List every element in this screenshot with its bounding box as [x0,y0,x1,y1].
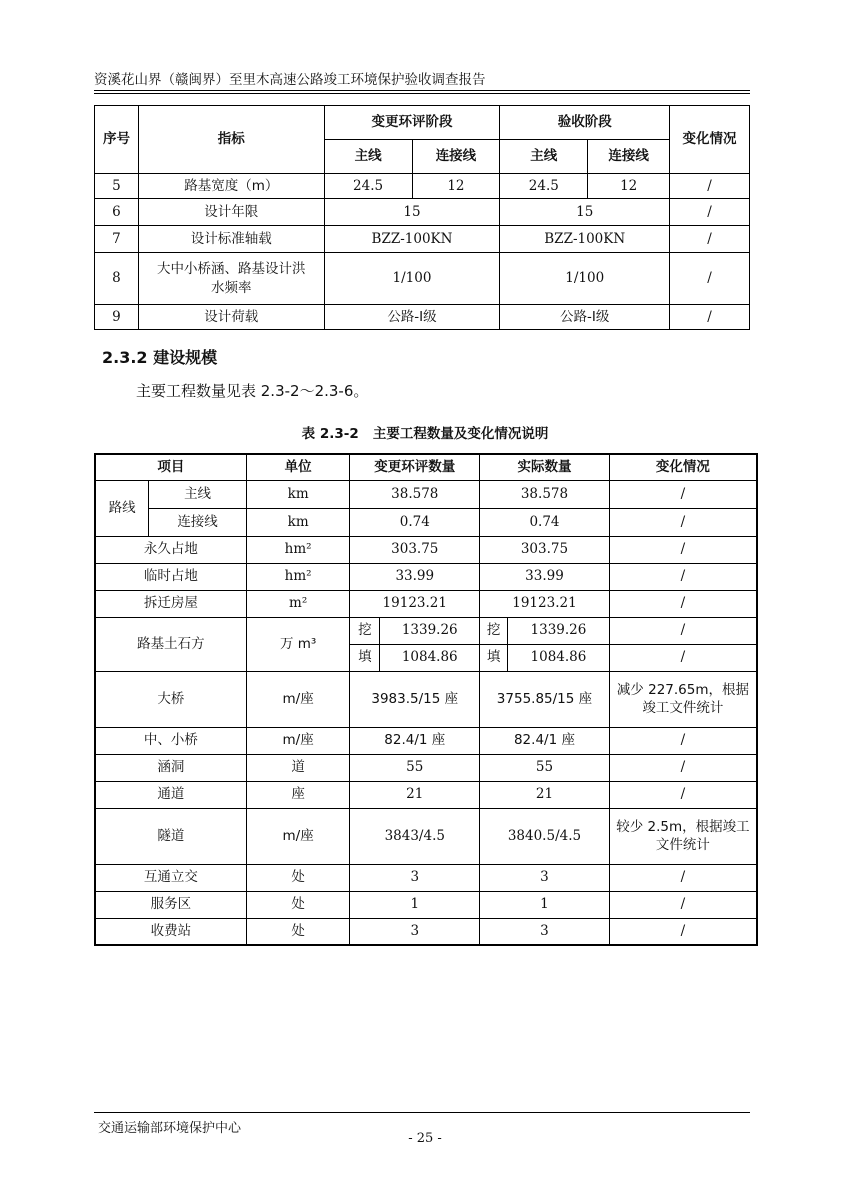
cell-name: 设计荷载 [138,305,324,330]
cell-change: 较少 2.5m，根据竣工文件统计 [609,808,757,864]
cell-name: 大桥 [95,671,246,727]
cell-name: 设计标准轴载 [138,226,324,253]
th-seq: 序号 [95,106,139,174]
cell-actual: 38.578 [480,480,610,508]
cell-name: 收费站 [95,918,246,945]
th-stage-acceptance: 验收阶段 [500,106,670,140]
cell-name: 主线 [149,480,247,508]
cell-eia: 3843/4.5 [350,808,480,864]
table-row [95,563,757,590]
table-row [95,536,757,563]
cell-change: / [670,199,750,226]
cell-eia: 15 [324,199,500,226]
table-row [95,671,757,727]
cell-no: 5 [95,174,139,199]
cell-unit: 处 [246,891,350,918]
th-item: 项目 [95,454,246,480]
cell-route-label: 路线 [95,480,149,536]
table-row [95,617,757,644]
cell-eia: 3 [350,918,480,945]
cell-change: / [609,864,757,891]
cell-actual: 3755.85/15 座 [480,671,610,727]
cell-unit: m/座 [246,671,350,727]
cell-actual: 82.4/1 座 [480,727,610,754]
cell-unit: 座 [246,781,350,808]
section-heading [102,345,217,368]
cell-name: 涵洞 [95,754,246,781]
cell-change: / [670,305,750,330]
cell-change: / [609,617,757,644]
header-rule [94,90,750,91]
cell-change: / [609,508,757,536]
design-standards-table [94,105,750,330]
cell-actual-cut: 1339.26 [508,617,610,644]
intro-paragraph: 主要工程数量见表 2.3-2～2.3-6。 [136,382,369,400]
report-header-title: 资溪花山界（赣闽界）至里木高速公路竣工环境保护验收调查报告 [94,72,486,88]
cell-eia: 38.578 [350,480,480,508]
cell-eia: 82.4/1 座 [350,727,480,754]
table-row [95,480,757,508]
cell-change: / [609,480,757,508]
table-row [95,808,757,864]
cell-name: 中、小桥 [95,727,246,754]
cell-actual: 21 [480,781,610,808]
th-eia-main: 主线 [324,140,412,174]
cell-name: 永久占地 [95,536,246,563]
cell-name: 临时占地 [95,563,246,590]
cell-name: 互通立交 [95,864,246,891]
cell-change: / [609,536,757,563]
cell-actual: 19123.21 [480,590,610,617]
cell-actual: 303.75 [480,536,610,563]
cell-name: 设计年限 [138,199,324,226]
table-row [95,891,757,918]
cell-eia: 1 [350,891,480,918]
th-actual-qty: 实际数量 [480,454,610,480]
cell-name: 大中小桥涵、路基设计洪水频率 [138,253,324,305]
cell-name: 路基宽度（m） [138,174,324,199]
footer-rule [94,1112,750,1113]
caption-number: 表 2.3-2 [301,426,359,442]
cell-unit: 万 m³ [246,617,350,671]
cell-unit: m/座 [246,727,350,754]
table-row [95,918,757,945]
table-row [95,305,750,330]
th-eia-qty: 变更环评数量 [350,454,480,480]
cell-eia: 19123.21 [350,590,480,617]
cell-name: 服务区 [95,891,246,918]
cell-fill-label: 填 [350,644,380,671]
table-row [95,590,757,617]
cell-unit: 处 [246,864,350,891]
cell-actual: 3 [480,918,610,945]
cell-name: 路基土石方 [95,617,246,671]
cell-eia-conn: 12 [412,174,500,199]
table-row [95,781,757,808]
cell-acc: 公路-Ⅰ级 [500,305,670,330]
cell-name: 拆迁房屋 [95,590,246,617]
cell-eia: 1/100 [324,253,500,305]
th-stage-eia: 变更环评阶段 [324,106,500,140]
table-row [95,727,757,754]
table-row [95,253,750,305]
th-acc-main: 主线 [500,140,588,174]
cell-acc-main: 24.5 [500,174,588,199]
cell-eia: 3 [350,864,480,891]
cell-actual: 33.99 [480,563,610,590]
footer-organization: 交通运输部环境保护中心 [98,1121,242,1136]
cell-actual-fill: 1084.86 [508,644,610,671]
cell-change: / [670,253,750,305]
cell-actual: 55 [480,754,610,781]
cell-no: 9 [95,305,139,330]
th-unit: 单位 [246,454,350,480]
cell-change: / [609,754,757,781]
cell-acc: 15 [500,199,670,226]
cell-acc: 1/100 [500,253,670,305]
cell-unit: hm² [246,563,350,590]
cell-eia-main: 24.5 [324,174,412,199]
table-row [95,174,750,199]
cell-eia: 公路-Ⅰ级 [324,305,500,330]
cell-eia: 303.75 [350,536,480,563]
cell-name: 通道 [95,781,246,808]
cell-eia: 55 [350,754,480,781]
page-number: - 25 - [408,1131,442,1146]
section-title: 建设规模 [153,348,218,367]
cell-acc: BZZ-100KN [500,226,670,253]
cell-acc-conn: 12 [588,174,670,199]
cell-unit: hm² [246,536,350,563]
cell-actual: 3840.5/4.5 [480,808,610,864]
cell-unit: m² [246,590,350,617]
caption-title: 主要工程数量及变化情况说明 [372,426,549,442]
cell-change: / [609,918,757,945]
cell-eia: 21 [350,781,480,808]
quantities-table [94,453,758,946]
cell-actual: 1 [480,891,610,918]
cell-change: / [609,590,757,617]
cell-change: / [670,174,750,199]
cell-eia-cut: 1339.26 [380,617,480,644]
table-row [95,508,757,536]
cell-change: / [609,727,757,754]
cell-name: 连接线 [149,508,247,536]
header-rule-thin [94,93,750,94]
th-eia-conn: 连接线 [412,140,500,174]
cell-change: / [609,563,757,590]
table-row [95,864,757,891]
table-row [95,754,757,781]
cell-eia: BZZ-100KN [324,226,500,253]
cell-change: 减少 227.65m，根据竣工文件统计 [609,671,757,727]
cell-change: / [609,891,757,918]
th-change: 变化情况 [609,454,757,480]
cell-unit: km [246,480,350,508]
cell-change: / [609,781,757,808]
cell-eia: 0.74 [350,508,480,536]
table-caption [0,422,850,442]
cell-unit: 道 [246,754,350,781]
section-number: 2.3.2 [102,348,148,367]
cell-no: 7 [95,226,139,253]
cell-change: / [670,226,750,253]
th-change: 变化情况 [670,106,750,174]
cell-eia: 3983.5/15 座 [350,671,480,727]
cell-actual: 3 [480,864,610,891]
cell-fill-label: 填 [480,644,508,671]
cell-cut-label: 挖 [350,617,380,644]
cell-change: / [609,644,757,671]
cell-actual: 0.74 [480,508,610,536]
cell-unit: km [246,508,350,536]
th-acc-conn: 连接线 [588,140,670,174]
table-row [95,199,750,226]
cell-no: 6 [95,199,139,226]
cell-cut-label: 挖 [480,617,508,644]
cell-eia: 33.99 [350,563,480,590]
cell-unit: 处 [246,918,350,945]
cell-unit: m/座 [246,808,350,864]
cell-no: 8 [95,253,139,305]
table-row [95,226,750,253]
cell-eia-fill: 1084.86 [380,644,480,671]
th-indicator: 指标 [138,106,324,174]
cell-name: 隧道 [95,808,246,864]
